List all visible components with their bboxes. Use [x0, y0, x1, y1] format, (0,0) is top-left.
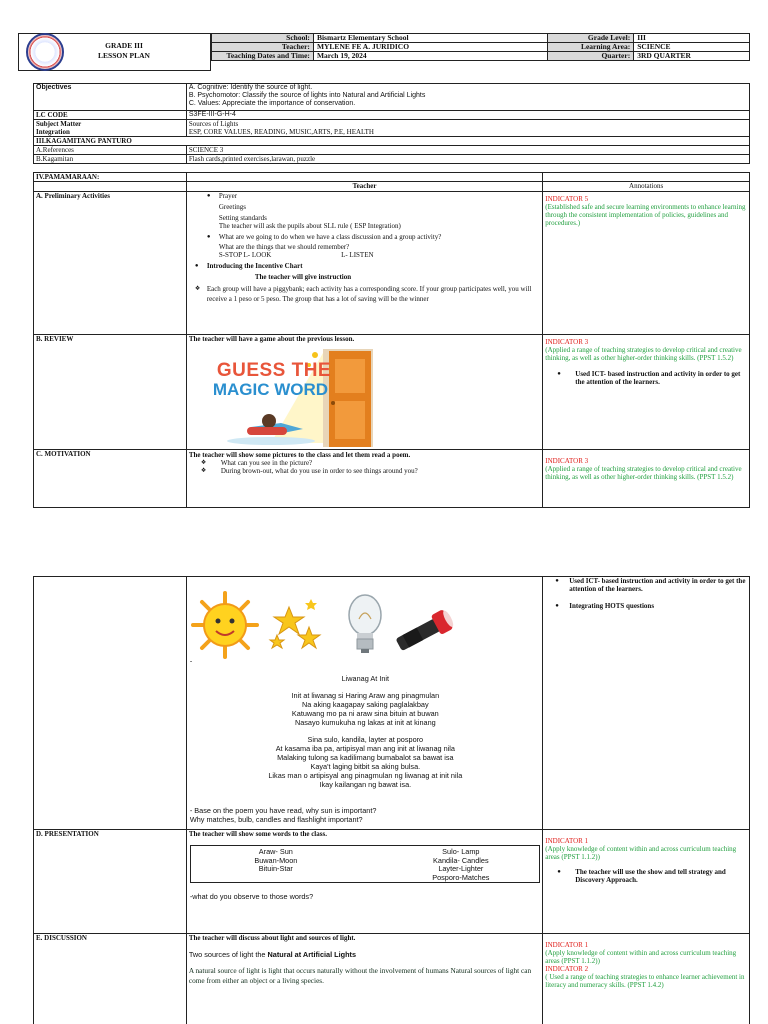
indicator-1-text: (Apply knowledge of content within and across curriculum teaching areas (PPST 1.1.2)): [545, 845, 737, 861]
poem-line: Ikay kailangan ng bawat isa.: [319, 780, 412, 789]
light-sources-pictures: [189, 589, 459, 665]
door-panel: [335, 359, 365, 393]
discussion-text: The teacher will discuss about light and sources of light.: [188, 934, 356, 942]
motivation-continued-row: [34, 577, 750, 830]
guess-the-text: GUESS THE: [216, 360, 332, 381]
natural-artificial-text: Natural at Artificial Lights: [267, 950, 357, 959]
integration-value: ESP, CORE VALUES, READING, MUSIC,ARTS, P.E, HEALTH: [188, 128, 374, 136]
sparkle: [312, 352, 318, 358]
piggybank-text: ❖ Each group will have a piggybank; each activity has a corresponding score. If your group participates well, you will receive a 1 peso or 5 peso. The group that has a lot of saving will be the winner: [195, 284, 538, 304]
presentation-teacher-cell: [186, 830, 542, 934]
observe-question: -what do you observe to those words?: [189, 892, 314, 901]
procedure-table: [33, 172, 750, 508]
preliminary-label: A. Preliminary Activities: [34, 192, 187, 335]
references-value: SCIENCE 3: [186, 146, 749, 155]
instruction-text: The teacher will give instruction: [254, 273, 352, 281]
sun-icon: [193, 593, 257, 657]
two-sources-text: Two sources of light the: [188, 950, 268, 959]
kagamitan-value: Flash cards,printed exercises,larawan, puzzle: [186, 155, 749, 164]
lc-label: LC CODE: [34, 111, 187, 120]
poem-line: Sina sulo, kandila, layter at posporo: [307, 735, 424, 744]
word-item: Bituin-Star: [258, 864, 293, 873]
word-item: Sulo- Lamp: [442, 847, 480, 856]
poem-line: Na aking kaagapay saking paglalakbay: [302, 700, 429, 709]
motivation-teacher-cell: [186, 450, 542, 508]
presentation-annotation-cell: [543, 830, 750, 934]
poem-question-2: Why matches, bulb, candles and flashlight important?: [189, 815, 363, 824]
column-header-blank: [34, 182, 187, 192]
preliminary-row: [34, 192, 750, 335]
guess-magic-word-image: [211, 345, 407, 447]
tagalog-artificial-words: [381, 848, 541, 882]
learning-area-label: Learning Area:: [548, 43, 634, 52]
lc-value: S3FE-III-G-H-4: [186, 111, 749, 120]
indicator-3-label: INDICATOR 3: [545, 457, 589, 465]
dates-value: March 19, 2024: [313, 52, 547, 61]
poem-line: Likas man o artipisyal ang pinagmulan ng liwanag at init nila: [268, 771, 463, 780]
discussion-annotation-cell: [543, 934, 750, 1024]
objectives-row: [34, 84, 750, 111]
motivation-text: The teacher will show some pictures to the class and let them read a poem.: [188, 451, 411, 459]
discussion-row: [34, 934, 750, 1024]
poem-line: Nasayo kumukuha ng lakas at init at kinang: [294, 718, 436, 727]
subject-label: Subject Matter: [36, 120, 82, 128]
subject-cell: [34, 120, 187, 137]
motivation-continued-annotation: [543, 577, 750, 830]
discussion-label: E. DISCUSSION: [34, 934, 187, 1024]
school-label: School:: [212, 34, 314, 43]
info-table: [33, 83, 750, 164]
indicator-5-text: (Established safe and secure learning environments to enhance learning through the consistent implementation of policies, guidelines and procedures.): [545, 203, 746, 227]
greetings-item: Greetings: [218, 203, 247, 211]
child-body: [247, 427, 287, 435]
stars-icon: [270, 599, 320, 648]
teacher-label: Teacher:: [212, 43, 314, 52]
quarter-value: 3RD QUARTER: [634, 52, 750, 61]
indicator-5-label: INDICATOR 5: [545, 195, 589, 203]
motivation-label: C. MOTIVATION: [34, 450, 187, 508]
pamamaraan-blank: [543, 173, 750, 182]
subject-row: [34, 120, 750, 137]
motivation-question-1: ❖ What can you see in the picture?: [201, 459, 540, 467]
word-item: Araw- Sun: [258, 847, 293, 856]
dates-label: Teaching Dates and Time:: [212, 52, 314, 61]
motivation-continued-label: [34, 577, 187, 830]
kagamitan-label: B.Kagamitan: [34, 155, 187, 164]
deped-seal-icon: [26, 33, 64, 71]
learning-area-value: SCIENCE: [634, 43, 750, 52]
child-head: [262, 414, 276, 428]
school-value: Bismartz Elementary School: [313, 34, 547, 43]
integration-label: Integration: [36, 128, 70, 136]
discussion-question: ● What are we going to do when we have a class discussion and a group activity?: [207, 233, 538, 241]
subject-value: Sources of Lights: [188, 120, 239, 128]
objective-cognitive: A. Cognitive: Identify the source of light.: [188, 84, 313, 91]
references-row: [34, 146, 750, 155]
poem-questions: [190, 806, 377, 824]
indicator-2-text: ( Used a range of teaching strategies to enhance learner achievement in literacy and numeracy skills. (PPST 1.4.2): [545, 973, 745, 989]
column-header-row: [34, 182, 750, 192]
sll-text: The teacher will ask the pupils about SLL rule ( ESP Integration): [218, 222, 401, 230]
door-knob: [331, 401, 335, 405]
indicator-1-text: (Apply knowledge of content within and across curriculum teaching areas (PPST 1.1.2)): [545, 949, 737, 965]
poem-line: Kaya't laging bitbit sa aking bulsa.: [310, 762, 421, 771]
review-label: B. REVIEW: [34, 335, 187, 450]
subject-value-cell: [186, 120, 749, 137]
poem-cell: [186, 577, 542, 830]
review-teacher-cell: [186, 335, 542, 450]
procedure-table-continued: [33, 576, 750, 1024]
grade-title: GRADE III: [105, 41, 143, 50]
poem-line: Malaking tulong sa kadilimang bumabalot sa bawat isa: [277, 753, 454, 762]
two-sources-line: [189, 951, 540, 959]
preliminary-teacher-cell: [186, 192, 542, 335]
ict-note: ● Used ICT- based instruction and activity in order to get the attention of the learners.: [555, 577, 747, 593]
prayer-item: ● Prayer: [207, 192, 538, 200]
teacher-column-header: Teacher: [186, 182, 542, 192]
review-row: [34, 335, 750, 450]
teacher-value: MYLENE FE A. JURIDICO: [313, 43, 547, 52]
poem-question-1: - Base on the poem you have read, why sun is important?: [189, 806, 377, 815]
objectives-cell: [186, 84, 749, 111]
header-row: [212, 43, 750, 52]
header-info-table: [211, 33, 750, 61]
word-list-box: [190, 845, 540, 883]
poem-line: Katuwang mo pa ni araw sina bituin at buwan: [291, 709, 439, 718]
incentive-chart-item: ● Introducing the Incentive Chart: [195, 262, 538, 270]
ict-note: ● Used ICT- based instruction and activity in order to get the attention of the learners.: [557, 370, 747, 386]
poem-block: [187, 674, 544, 789]
lc-row: [34, 111, 750, 120]
quarter-label: Quarter:: [548, 52, 634, 61]
kagamitang-row: [34, 137, 750, 146]
annotations-column-header: Annotations: [543, 182, 750, 192]
stop-look-listen: [207, 251, 538, 259]
kagamitang-heading: III.KAGAMITANG PANTURO: [34, 137, 750, 146]
header-row: [212, 34, 750, 43]
indicator-1-label: INDICATOR 1: [545, 837, 589, 845]
flashlight-icon: [393, 608, 455, 655]
grade-level-value: III: [634, 34, 750, 43]
objective-values: C. Values: Appreciate the importance of conservation.: [188, 100, 356, 107]
magic-word-text: MAGIC WORD: [212, 380, 329, 399]
tagalog-natural-words: [191, 848, 361, 874]
presentation-text: The teacher will show some words to the class.: [188, 830, 327, 838]
review-annotation-cell: [543, 335, 750, 450]
word-item: Posporo-Matches: [432, 872, 490, 882]
lesson-plan-title: LESSON PLAN: [98, 51, 150, 60]
pamamaraan-heading: IV.PAMAMARAAN:: [34, 173, 187, 182]
word-item: Layter-Lighter: [438, 864, 484, 873]
references-label: A.References: [34, 146, 187, 155]
hots-note: ● Integrating HOTS questions: [555, 602, 747, 610]
listen-text: L- LISTEN: [341, 251, 374, 259]
presentation-row: [34, 830, 750, 934]
indicator-1-label: INDICATOR 1: [545, 941, 589, 949]
grade-level-label: Grade Level:: [548, 34, 634, 43]
remember-question: What are the things that we should remember?: [218, 243, 350, 251]
kagamitan-row: [34, 155, 750, 164]
strategy-note: ● The teacher will use the show and tell strategy and Discovery Approach.: [557, 868, 747, 884]
indicator-3-label: INDICATOR 3: [545, 338, 589, 346]
natural-source-text: A natural source of light is light that occurs naturally without the involvement of humans Natural sources of light can come from either an object or a living species.: [188, 966, 532, 985]
header-row: [212, 52, 750, 61]
pamamaraan-row: [34, 173, 750, 182]
poem-line: Init at liwanag si Haring Araw ang pinagmulan: [291, 691, 440, 700]
motivation-row: [34, 450, 750, 508]
indicator-3-text: (Applied a range of teaching strategies to develop critical and creative thinking, as well as other higher-order thinking skills. (PPST 1.5.2): [545, 465, 742, 481]
standards-item: Setting standards: [218, 214, 267, 222]
door-panel: [335, 401, 365, 439]
pamamaraan-blank: [186, 173, 542, 182]
light-bulb-icon: [349, 595, 381, 653]
indicator-2-label: INDICATOR 2: [545, 965, 589, 973]
floor-shadow: [227, 437, 315, 445]
poem-line: At kasama iba pa, artipisyal man ang init at liwanag nila: [275, 744, 455, 753]
poem-title: Liwanag At Init: [341, 674, 390, 683]
discussion-teacher-cell: [186, 934, 542, 1024]
objectives-label: Objectives: [34, 84, 187, 111]
indicator-3-text: (Applied a range of teaching strategies to develop critical and creative thinking, as well as other higher-order thinking skills. (PPST 1.5.2): [545, 346, 742, 362]
objective-psychomotor: B. Psychomotor: Classify the source of lights into Natural and Artificial Lights: [188, 92, 426, 99]
review-text: The teacher will have a game about the previous lesson.: [188, 335, 355, 343]
motivation-annotation-cell: [543, 450, 750, 508]
poem-dash: -: [189, 657, 193, 665]
preliminary-annotation-cell: [543, 192, 750, 335]
word-item: Kandila- Candles: [433, 855, 489, 865]
word-item: Buwan-Moon: [254, 855, 298, 865]
motivation-question-2: ❖ During brown-out, what do you use in order to see things around you?: [201, 467, 540, 475]
presentation-label: D. PRESENTATION: [34, 830, 187, 934]
stop-look-text: S-STOP L- LOOK: [218, 251, 272, 259]
